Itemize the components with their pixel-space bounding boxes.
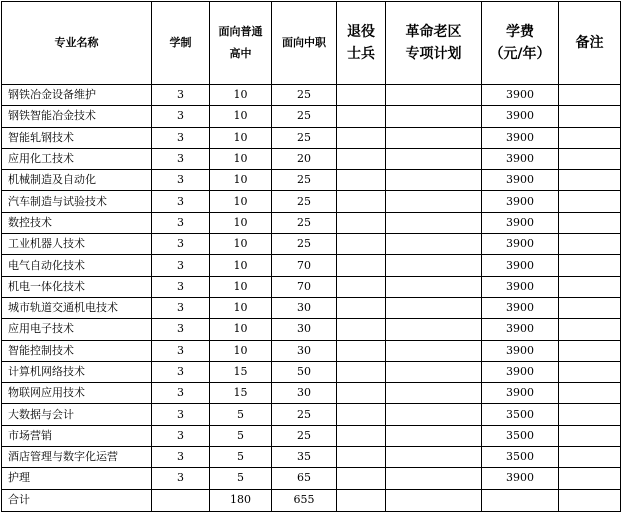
cell-major: 钢铁智能冶金技术	[2, 106, 152, 127]
cell-years: 3	[152, 212, 210, 233]
cell-high-school: 10	[210, 319, 272, 340]
cell-tuition: 3900	[482, 148, 559, 169]
cell-veterans	[337, 106, 386, 127]
cell-old-area	[386, 234, 482, 255]
cell-remarks	[559, 468, 621, 489]
cell-old-area	[386, 255, 482, 276]
cell-high-school: 10	[210, 106, 272, 127]
cell-vocational: 25	[272, 425, 337, 446]
cell-years: 3	[152, 425, 210, 446]
cell-veterans	[337, 297, 386, 318]
cell-years: 3	[152, 148, 210, 169]
cell-years: 3	[152, 361, 210, 382]
cell-tuition: 3900	[482, 106, 559, 127]
cell-major: 物联网应用技术	[2, 383, 152, 404]
cell-major: 机械制造及自动化	[2, 170, 152, 191]
cell-old-area	[386, 106, 482, 127]
cell-remarks	[559, 276, 621, 297]
cell-veterans	[337, 85, 386, 106]
cell-veterans	[337, 319, 386, 340]
cell-remarks	[559, 340, 621, 361]
cell-vocational: 20	[272, 148, 337, 169]
cell-major: 电气自动化技术	[2, 255, 152, 276]
cell-tuition: 3900	[482, 340, 559, 361]
total-row	[2, 489, 621, 511]
cell-remarks	[559, 404, 621, 425]
cell-remarks	[559, 148, 621, 169]
cell-old-area	[386, 404, 482, 425]
header-veterans-line1: 退役	[347, 24, 375, 40]
cell-major: 城市轨道交通机电技术	[2, 297, 152, 318]
cell-years: 3	[152, 319, 210, 340]
table-row	[2, 255, 621, 276]
cell-vocational: 25	[272, 127, 337, 148]
cell-high-school: 10	[210, 340, 272, 361]
table-row	[2, 191, 621, 212]
header-high-school-line1: 面向普通	[218, 25, 263, 38]
cell-old-area	[386, 383, 482, 404]
cell-vocational: 25	[272, 404, 337, 425]
cell-tuition: 3900	[482, 234, 559, 255]
table-row	[2, 319, 621, 340]
cell-major: 智能轧钢技术	[2, 127, 152, 148]
cell-tuition: 3900	[482, 85, 559, 106]
cell-years: 3	[152, 276, 210, 297]
total-years	[152, 489, 210, 511]
total-label: 合计	[2, 489, 152, 511]
cell-vocational: 70	[272, 276, 337, 297]
header-old-area-line2: 专项计划	[405, 46, 462, 62]
table-row	[2, 404, 621, 425]
total-tuition	[482, 489, 559, 511]
table-row	[2, 447, 621, 468]
cell-old-area	[386, 361, 482, 382]
cell-major: 工业机器人技术	[2, 234, 152, 255]
cell-remarks	[559, 319, 621, 340]
cell-old-area	[386, 212, 482, 233]
cell-tuition: 3900	[482, 297, 559, 318]
table-row	[2, 383, 621, 404]
cell-veterans	[337, 212, 386, 233]
header-tuition-line1: 学费	[506, 24, 534, 40]
cell-vocational: 30	[272, 319, 337, 340]
cell-years: 3	[152, 468, 210, 489]
header-old-area	[386, 2, 482, 85]
cell-veterans	[337, 127, 386, 148]
header-row	[2, 2, 621, 85]
cell-old-area	[386, 340, 482, 361]
cell-veterans	[337, 404, 386, 425]
cell-vocational: 30	[272, 297, 337, 318]
cell-remarks	[559, 297, 621, 318]
table-row	[2, 468, 621, 489]
cell-tuition: 3900	[482, 255, 559, 276]
cell-veterans	[337, 383, 386, 404]
header-tuition	[482, 2, 559, 85]
cell-remarks	[559, 383, 621, 404]
cell-vocational: 25	[272, 212, 337, 233]
cell-major: 市场营销	[2, 425, 152, 446]
cell-high-school: 5	[210, 425, 272, 446]
table-row	[2, 297, 621, 318]
cell-high-school: 10	[210, 234, 272, 255]
cell-years: 3	[152, 85, 210, 106]
cell-major: 汽车制造与试验技术	[2, 191, 152, 212]
cell-years: 3	[152, 255, 210, 276]
cell-major: 应用化工技术	[2, 148, 152, 169]
cell-veterans	[337, 425, 386, 446]
cell-high-school: 5	[210, 404, 272, 425]
cell-old-area	[386, 148, 482, 169]
cell-high-school: 10	[210, 85, 272, 106]
cell-high-school: 10	[210, 255, 272, 276]
cell-years: 3	[152, 383, 210, 404]
cell-old-area	[386, 127, 482, 148]
cell-veterans	[337, 148, 386, 169]
cell-remarks	[559, 425, 621, 446]
cell-tuition: 3900	[482, 319, 559, 340]
table-row	[2, 425, 621, 446]
cell-major: 智能控制技术	[2, 340, 152, 361]
header-major: 专业名称	[2, 2, 152, 85]
table-row	[2, 212, 621, 233]
cell-vocational: 30	[272, 340, 337, 361]
cell-old-area	[386, 447, 482, 468]
cell-vocational: 30	[272, 383, 337, 404]
cell-high-school: 10	[210, 212, 272, 233]
cell-high-school: 10	[210, 170, 272, 191]
cell-high-school: 10	[210, 191, 272, 212]
header-high-school-line2: 高中	[229, 47, 252, 60]
total-high-school: 180	[210, 489, 272, 511]
table-row	[2, 127, 621, 148]
cell-remarks	[559, 127, 621, 148]
cell-remarks	[559, 85, 621, 106]
cell-years: 3	[152, 297, 210, 318]
cell-tuition: 3900	[482, 170, 559, 191]
total-vocational: 655	[272, 489, 337, 511]
cell-remarks	[559, 212, 621, 233]
cell-high-school: 10	[210, 148, 272, 169]
cell-old-area	[386, 297, 482, 318]
cell-vocational: 25	[272, 191, 337, 212]
cell-old-area	[386, 191, 482, 212]
cell-veterans	[337, 234, 386, 255]
total-remarks	[559, 489, 621, 511]
cell-high-school: 10	[210, 127, 272, 148]
cell-veterans	[337, 170, 386, 191]
cell-tuition: 3900	[482, 127, 559, 148]
cell-vocational: 25	[272, 85, 337, 106]
cell-tuition: 3900	[482, 468, 559, 489]
cell-old-area	[386, 85, 482, 106]
cell-years: 3	[152, 170, 210, 191]
cell-vocational: 50	[272, 361, 337, 382]
cell-old-area	[386, 170, 482, 191]
cell-tuition: 3500	[482, 425, 559, 446]
cell-years: 3	[152, 234, 210, 255]
cell-major: 护理	[2, 468, 152, 489]
cell-tuition: 3500	[482, 404, 559, 425]
cell-major: 数控技术	[2, 212, 152, 233]
cell-veterans	[337, 361, 386, 382]
cell-tuition: 3900	[482, 276, 559, 297]
total-old-area	[386, 489, 482, 511]
cell-years: 3	[152, 127, 210, 148]
cell-veterans	[337, 447, 386, 468]
header-veterans	[337, 2, 386, 85]
cell-major: 计算机网络技术	[2, 361, 152, 382]
table-row	[2, 361, 621, 382]
header-tuition-line2: （元/年）	[489, 46, 551, 62]
cell-veterans	[337, 276, 386, 297]
cell-tuition: 3900	[482, 383, 559, 404]
cell-old-area	[386, 468, 482, 489]
cell-high-school: 10	[210, 297, 272, 318]
header-veterans-line2: 士兵	[347, 46, 375, 62]
cell-vocational: 25	[272, 234, 337, 255]
cell-high-school: 15	[210, 383, 272, 404]
cell-remarks	[559, 191, 621, 212]
cell-vocational: 65	[272, 468, 337, 489]
cell-major: 钢铁冶金设备维护	[2, 85, 152, 106]
cell-veterans	[337, 468, 386, 489]
cell-vocational: 25	[272, 170, 337, 191]
cell-old-area	[386, 276, 482, 297]
table-body	[2, 85, 621, 490]
table-row	[2, 340, 621, 361]
cell-old-area	[386, 425, 482, 446]
header-vocational: 面向中职	[272, 2, 337, 85]
cell-years: 3	[152, 404, 210, 425]
cell-high-school: 5	[210, 447, 272, 468]
cell-old-area	[386, 319, 482, 340]
cell-tuition: 3500	[482, 447, 559, 468]
cell-veterans	[337, 191, 386, 212]
header-remarks: 备注	[559, 2, 621, 85]
cell-major: 机电一体化技术	[2, 276, 152, 297]
cell-veterans	[337, 340, 386, 361]
cell-high-school: 15	[210, 361, 272, 382]
cell-vocational: 25	[272, 106, 337, 127]
enrollment-plan-table	[1, 1, 621, 512]
header-years: 学制	[152, 2, 210, 85]
cell-major: 大数据与会计	[2, 404, 152, 425]
cell-high-school: 5	[210, 468, 272, 489]
header-old-area-line1: 革命老区	[405, 24, 462, 40]
cell-veterans	[337, 255, 386, 276]
table-row	[2, 85, 621, 106]
cell-remarks	[559, 234, 621, 255]
cell-vocational: 35	[272, 447, 337, 468]
cell-remarks	[559, 447, 621, 468]
cell-years: 3	[152, 106, 210, 127]
cell-high-school: 10	[210, 276, 272, 297]
cell-remarks	[559, 170, 621, 191]
cell-remarks	[559, 255, 621, 276]
cell-tuition: 3900	[482, 191, 559, 212]
table-row	[2, 170, 621, 191]
table-row	[2, 148, 621, 169]
cell-years: 3	[152, 340, 210, 361]
cell-remarks	[559, 361, 621, 382]
table-row	[2, 234, 621, 255]
cell-years: 3	[152, 191, 210, 212]
cell-major: 应用电子技术	[2, 319, 152, 340]
cell-vocational: 70	[272, 255, 337, 276]
cell-remarks	[559, 106, 621, 127]
cell-tuition: 3900	[482, 212, 559, 233]
cell-years: 3	[152, 447, 210, 468]
header-high-school	[210, 2, 272, 85]
table-row	[2, 106, 621, 127]
cell-tuition: 3900	[482, 361, 559, 382]
total-veterans	[337, 489, 386, 511]
cell-major: 酒店管理与数字化运营	[2, 447, 152, 468]
table-row	[2, 276, 621, 297]
